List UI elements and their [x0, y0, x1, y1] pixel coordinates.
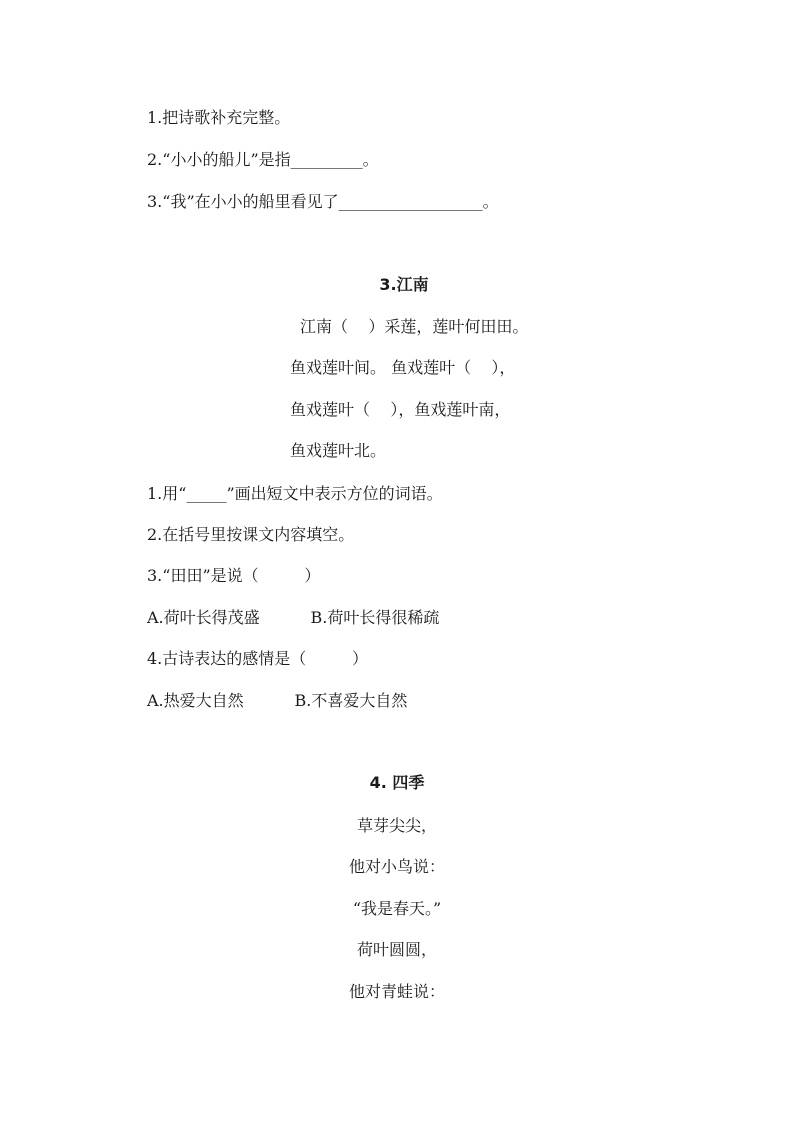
question-3: 3.“田田”是说（ ） [147, 566, 321, 585]
question-1: 1.用“_____”画出短文中表示方位的词语。 [147, 484, 443, 503]
poem-line: 他对小鸟说： [348, 857, 445, 876]
question-2: 2.在括号里按课文内容填空。 [147, 525, 355, 544]
poem-line: 江南（ ）采莲，莲叶何田田。 [300, 317, 529, 336]
poem-line: 他对青蛙说： [348, 982, 445, 1001]
poem-line: 草芽尖尖， [356, 816, 437, 835]
poem-line: 鱼戏莲叶间。 鱼戏莲叶（ ）， [290, 358, 516, 377]
poem-line: 荷叶圆圆， [356, 940, 437, 959]
poem-line: “我是春天。” [352, 899, 442, 918]
poem-line: 鱼戏莲叶（ ），鱼戏莲叶南， [290, 400, 511, 419]
section-title: 3.江南 [379, 275, 429, 294]
question-1: 1.把诗歌补充完整。 [147, 108, 291, 127]
answer-options: A.荷叶长得茂盛 B.荷叶长得很稀疏 [147, 608, 440, 627]
section-title: 4. 四季 [369, 773, 425, 792]
question-4: 4.古诗表达的感情是（ ） [147, 649, 369, 668]
answer-options: A.热爱大自然 B.不喜爱大自然 [147, 691, 408, 710]
poem-line: 鱼戏莲叶北。 [290, 441, 387, 460]
question-2: 2.“小小的船儿”是指_________。 [147, 150, 379, 169]
question-3: 3.“我”在小小的船里看见了__________________。 [147, 192, 499, 211]
